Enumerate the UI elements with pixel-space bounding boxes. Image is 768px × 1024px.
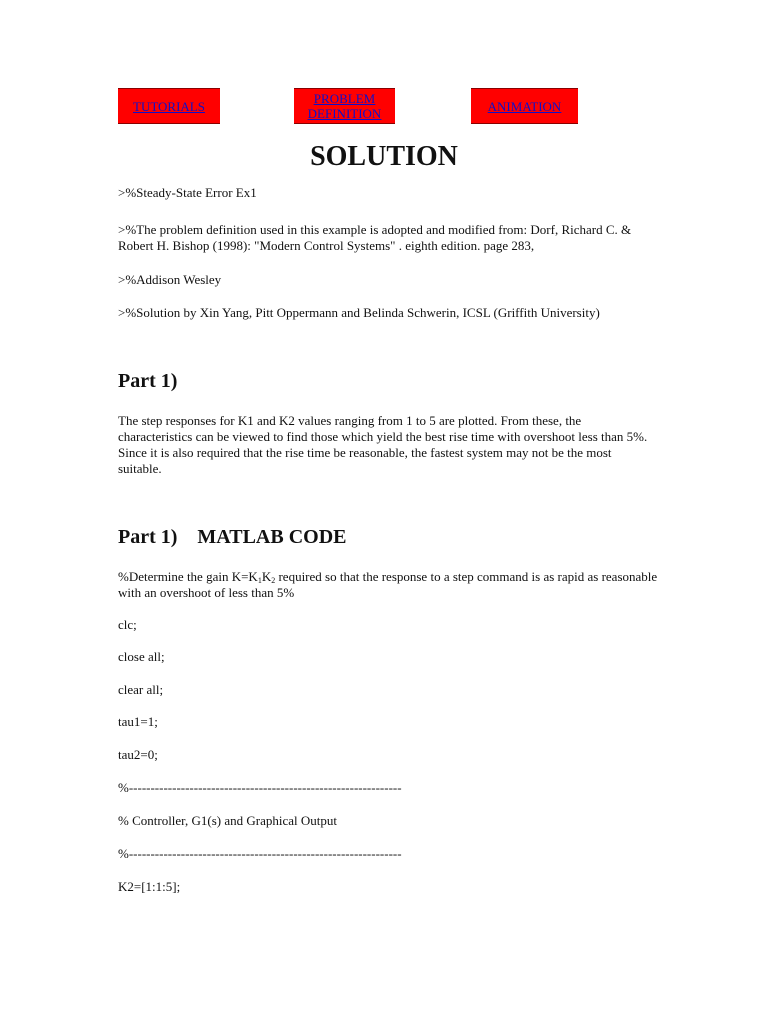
code-intro-end: required so that the response to a step command is as rapid as reasonable with an overshoot of less than 5%	[118, 569, 658, 600]
code-line: tau2=0;	[118, 747, 158, 762]
problem-definition-line1: PROBLEM	[313, 91, 376, 106]
code-separator: %---------------------------------------------------------------	[118, 846, 402, 861]
tutorials-button[interactable]	[118, 88, 220, 124]
page-title: SOLUTION	[310, 141, 458, 172]
comment-line: >%Steady-State Error Ex1	[118, 185, 257, 200]
code-intro-start: %Determine the gain K=K	[118, 569, 258, 584]
matlab-code-heading: Part 1) MATLAB CODE	[118, 526, 347, 548]
tutorials-link[interactable]: TUTORIALS	[133, 98, 205, 114]
problem-definition-link[interactable]	[308, 91, 382, 121]
code-line: K2=[1:1:5];	[118, 879, 181, 894]
comment-line: >%Addison Wesley	[118, 272, 222, 287]
code-intro	[118, 569, 658, 601]
code-line: % Controller, G1(s) and Graphical Output	[118, 813, 337, 828]
code-line: close all;	[118, 649, 165, 664]
k-subscript-1: 1	[257, 576, 262, 585]
animation-link[interactable]: ANIMATION	[487, 98, 562, 114]
k-subscript-2: 2	[271, 576, 276, 585]
problem-definition-line2: DEFINITION	[307, 106, 382, 121]
code-line: clear all;	[118, 682, 164, 697]
code-separator: %---------------------------------------------------------------	[118, 780, 402, 795]
comment-line: >%The problem definition used in this example is adopted and modified from: Dorf, Richard C. & Robert H. Bishop (1998): "Modern Control Systems" . eighth edition. page 283,	[118, 222, 632, 253]
problem-definition-button[interactable]	[294, 88, 395, 124]
comment-line: >%Solution by Xin Yang, Pitt Oppermann and Belinda Schwerin, ICSL (Griffith University)	[118, 305, 600, 320]
code-line: tau1=1;	[118, 714, 158, 729]
code-line: clc;	[118, 617, 137, 632]
code-intro-k: K	[261, 569, 272, 584]
part1-body: The step responses for K1 and K2 values ranging from 1 to 5 are plotted. From these, the characteristics can be viewed to find those which yield the best rise time with overshoot less than 5%. Since it is also required that the rise time be reasonable, the fastest system may not be the most suitable.	[118, 413, 648, 476]
animation-button[interactable]	[471, 88, 578, 124]
part1-heading: Part 1)	[118, 370, 178, 392]
